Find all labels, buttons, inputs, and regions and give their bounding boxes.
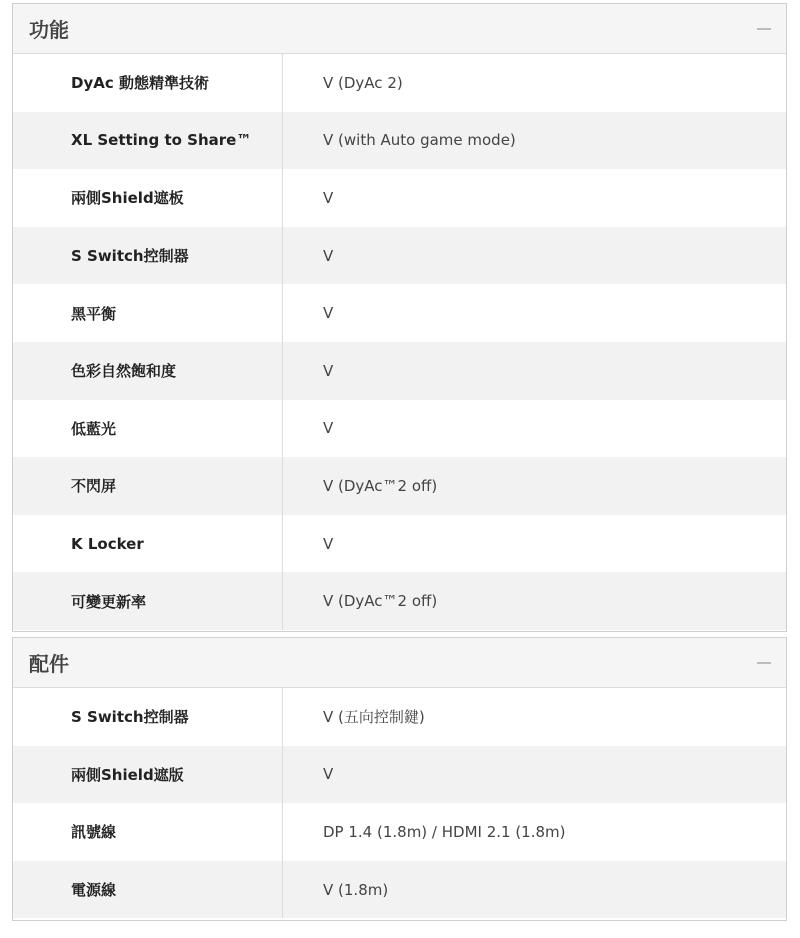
spec-row [13, 112, 786, 170]
spec-row [13, 227, 786, 285]
spec-row [13, 342, 786, 400]
spec-value: V (with Auto game mode) [323, 131, 516, 150]
section-title: 配件 [29, 652, 69, 676]
accessories-section [12, 637, 787, 921]
spec-value: V (五向控制鍵) [323, 708, 425, 727]
spec-row [13, 861, 786, 919]
spec-row [13, 54, 786, 112]
spec-row [13, 572, 786, 630]
spec-label: S Switch控制器 [13, 227, 283, 285]
spec-value: V [323, 534, 334, 553]
minus-icon[interactable] [757, 22, 771, 36]
spec-row [13, 688, 786, 746]
spec-value: V (DyAc 2) [323, 73, 403, 92]
spec-value: V [323, 246, 334, 265]
minus-icon[interactable] [757, 656, 771, 670]
spec-value: V (DyAc™2 off) [323, 476, 438, 495]
spec-label: 色彩自然飽和度 [13, 342, 283, 400]
spec-value: V [323, 361, 334, 380]
spec-value: V [323, 765, 334, 784]
spec-label: 兩側Shield遮板 [13, 169, 283, 227]
spec-label: 可變更新率 [13, 572, 283, 630]
spec-value: V [323, 188, 334, 207]
spec-row [13, 746, 786, 804]
features-section [12, 3, 787, 632]
accessories-section-header[interactable] [13, 638, 786, 688]
spec-row [13, 169, 786, 227]
spec-label: S Switch控制器 [13, 688, 283, 746]
spec-label: XL Setting to Share™ [13, 112, 283, 170]
spec-value: DP 1.4 (1.8m) / HDMI 2.1 (1.8m) [323, 822, 566, 841]
spec-label: DyAc 動態精準技術 [13, 54, 283, 112]
spec-row [13, 400, 786, 458]
spec-value: V [323, 304, 334, 323]
spec-label: 電源線 [13, 861, 283, 919]
spec-label: K Locker [13, 515, 283, 573]
spec-label: 不閃屏 [13, 457, 283, 515]
spec-label: 兩側Shield遮版 [13, 746, 283, 804]
spec-label: 低藍光 [13, 400, 283, 458]
spec-value: V (1.8m) [323, 880, 389, 899]
features-section-header[interactable] [13, 4, 786, 54]
spec-label: 訊號線 [13, 803, 283, 861]
spec-value: V [323, 419, 334, 438]
spec-row [13, 457, 786, 515]
spec-row [13, 515, 786, 573]
spec-value: V (DyAc™2 off) [323, 592, 438, 611]
spec-row [13, 803, 786, 861]
spec-row [13, 284, 786, 342]
spec-label: 黑平衡 [13, 284, 283, 342]
section-title: 功能 [29, 18, 69, 42]
